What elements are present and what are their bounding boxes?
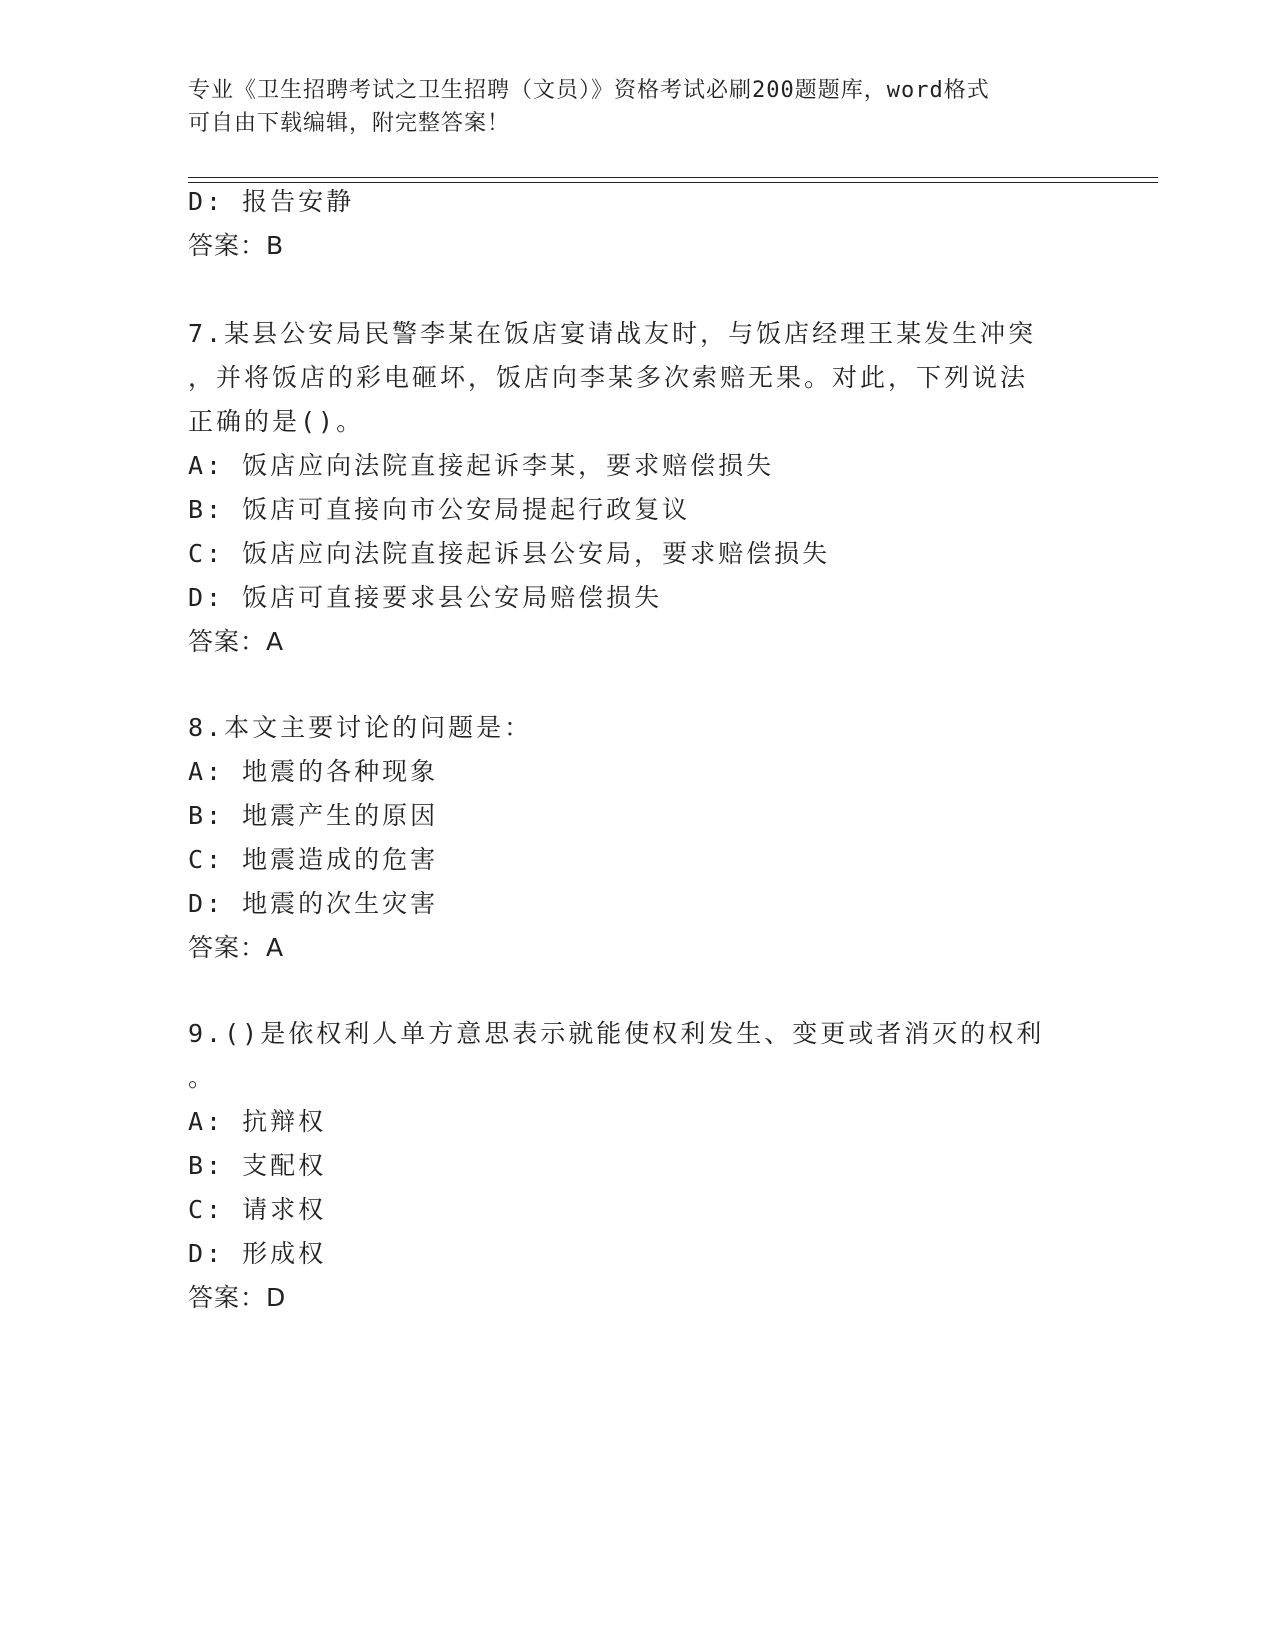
q7-answer: 答案：A [188,627,285,656]
q7-option-d: D: 饭店可直接要求县公安局赔偿损失 [188,583,663,612]
header-line-2: 可自由下载编辑，附完整答案！ [188,111,511,136]
q7-option-b: B: 饭店可直接向市公安局提起行政复议 [188,495,691,524]
prev-answer: 答案：B [188,231,285,260]
q9-answer: 答案：D [188,1283,287,1312]
header-divider-bottom [188,182,1158,183]
q7-stem-line-3: 正确的是()。 [188,407,365,436]
q8-answer: 答案：A [188,933,285,962]
q8-option-c: C: 地震造成的危害 [188,845,439,874]
q9-option-b: B: 支配权 [188,1151,327,1180]
header-divider-top [188,177,1158,178]
q9-option-d: D: 形成权 [188,1239,327,1268]
prev-option-d: D: 报告安静 [188,187,355,216]
q9-option-a: A: 抗辩权 [188,1107,327,1136]
q8-option-d: D: 地震的次生灾害 [188,889,439,918]
q7-stem-line-1: 7.某县公安局民警李某在饭店宴请战友时，与饭店经理王某发生冲突 [188,319,1037,348]
q9-stem-line-1: 9.()是依权利人单方意思表示就能使权利发生、变更或者消灭的权利 [188,1019,1045,1048]
q8-stem-line-1: 8.本文主要讨论的问题是： [188,713,533,742]
q7-stem-line-2: ，并将饭店的彩电砸坏，饭店向李某多次索赔无果。对此，下列说法 [188,363,1029,392]
q7-option-a: A: 饭店应向法院直接起诉李某，要求赔偿损失 [188,451,775,480]
q9-stem-line-2: 。 [188,1063,217,1092]
document-header [188,74,1068,140]
q8-option-a: A: 地震的各种现象 [188,757,439,786]
q9-option-c: C: 请求权 [188,1195,327,1224]
header-line-1: 专业《卫生招聘考试之卫生招聘（文员）》资格考试必刷200题题库，word格式 [188,78,990,103]
q7-option-c: C: 饭店应向法院直接起诉县公安局，要求赔偿损失 [188,539,831,568]
q8-option-b: B: 地震产生的原因 [188,801,439,830]
